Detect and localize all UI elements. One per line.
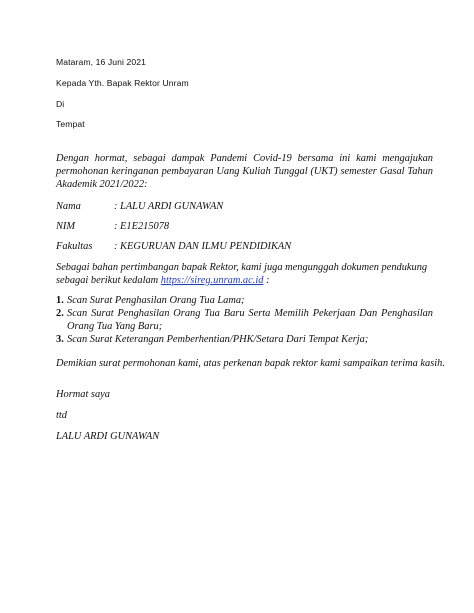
signatory-name: LALU ARDI GUNAWAN xyxy=(56,431,160,442)
field-faculty-value: : KEGURUAN DAN ILMU PENDIDIKAN xyxy=(114,241,292,252)
document-number: 1. xyxy=(56,295,64,306)
sireg-link[interactable]: https://sireg.unram.ac.id xyxy=(160,275,264,286)
closing-paragraph: Demikian surat permohonan kami, atas perkenan bapak rektor kami sampaikan terima kasih. xyxy=(56,358,445,369)
document-number: 2. xyxy=(56,308,64,319)
field-name-value: : LALU ARDI GUNAWAN xyxy=(114,201,224,212)
upload-line-2-suffix: : xyxy=(263,275,270,286)
field-faculty-row xyxy=(56,240,433,253)
intro-paragraph: Dengan hormat, sebagai dampak Pandemi Covid-19 bersama ini kami mengajukan permohonan keringanan pembayaran Uang Kuliah Tunggal (UKT) semester Gasal Tahun Akademik 2021/2022: xyxy=(56,153,433,190)
document-item xyxy=(56,294,433,307)
recipient-line: Kepada Yth. Bapak Rektor Unram xyxy=(56,78,189,88)
field-nim-value: : E1E215078 xyxy=(114,221,170,232)
document-number: 3. xyxy=(56,334,64,345)
document-text: Scan Surat Keterangan Pemberhentian/PHK/Setara Dari Tempat Kerja; xyxy=(67,334,369,345)
regards-line: Hormat saya xyxy=(56,389,110,400)
ttd-line: ttd xyxy=(56,410,67,421)
upload-paragraph xyxy=(56,261,433,287)
field-faculty-label: Fakultas xyxy=(56,241,93,252)
upload-line-2 xyxy=(56,274,433,287)
at-line: Di xyxy=(56,99,65,109)
date-line: Mataram, 16 Juni 2021 xyxy=(56,57,146,67)
document-item xyxy=(56,333,433,346)
field-nim-row xyxy=(56,220,433,233)
document-item xyxy=(56,307,433,333)
field-name-row xyxy=(56,200,433,213)
upload-line-1: Sebagai bahan pertimbangan bapak Rektor, kami juga mengunggah dokumen pendukung xyxy=(56,262,428,273)
field-name-label: Nama xyxy=(56,201,81,212)
place-line: Tempat xyxy=(56,119,85,129)
document-text: Scan Surat Penghasilan Orang Tua Baru Serta Memilih Pekerjaan Dan Penghasilan Orang Tua Yang Baru; xyxy=(67,308,433,332)
document-text: Scan Surat Penghasilan Orang Tua Lama; xyxy=(67,295,245,306)
field-nim-label: NIM xyxy=(56,221,76,232)
upload-line-2-prefix: sebagai berikut kedalam xyxy=(56,275,161,286)
